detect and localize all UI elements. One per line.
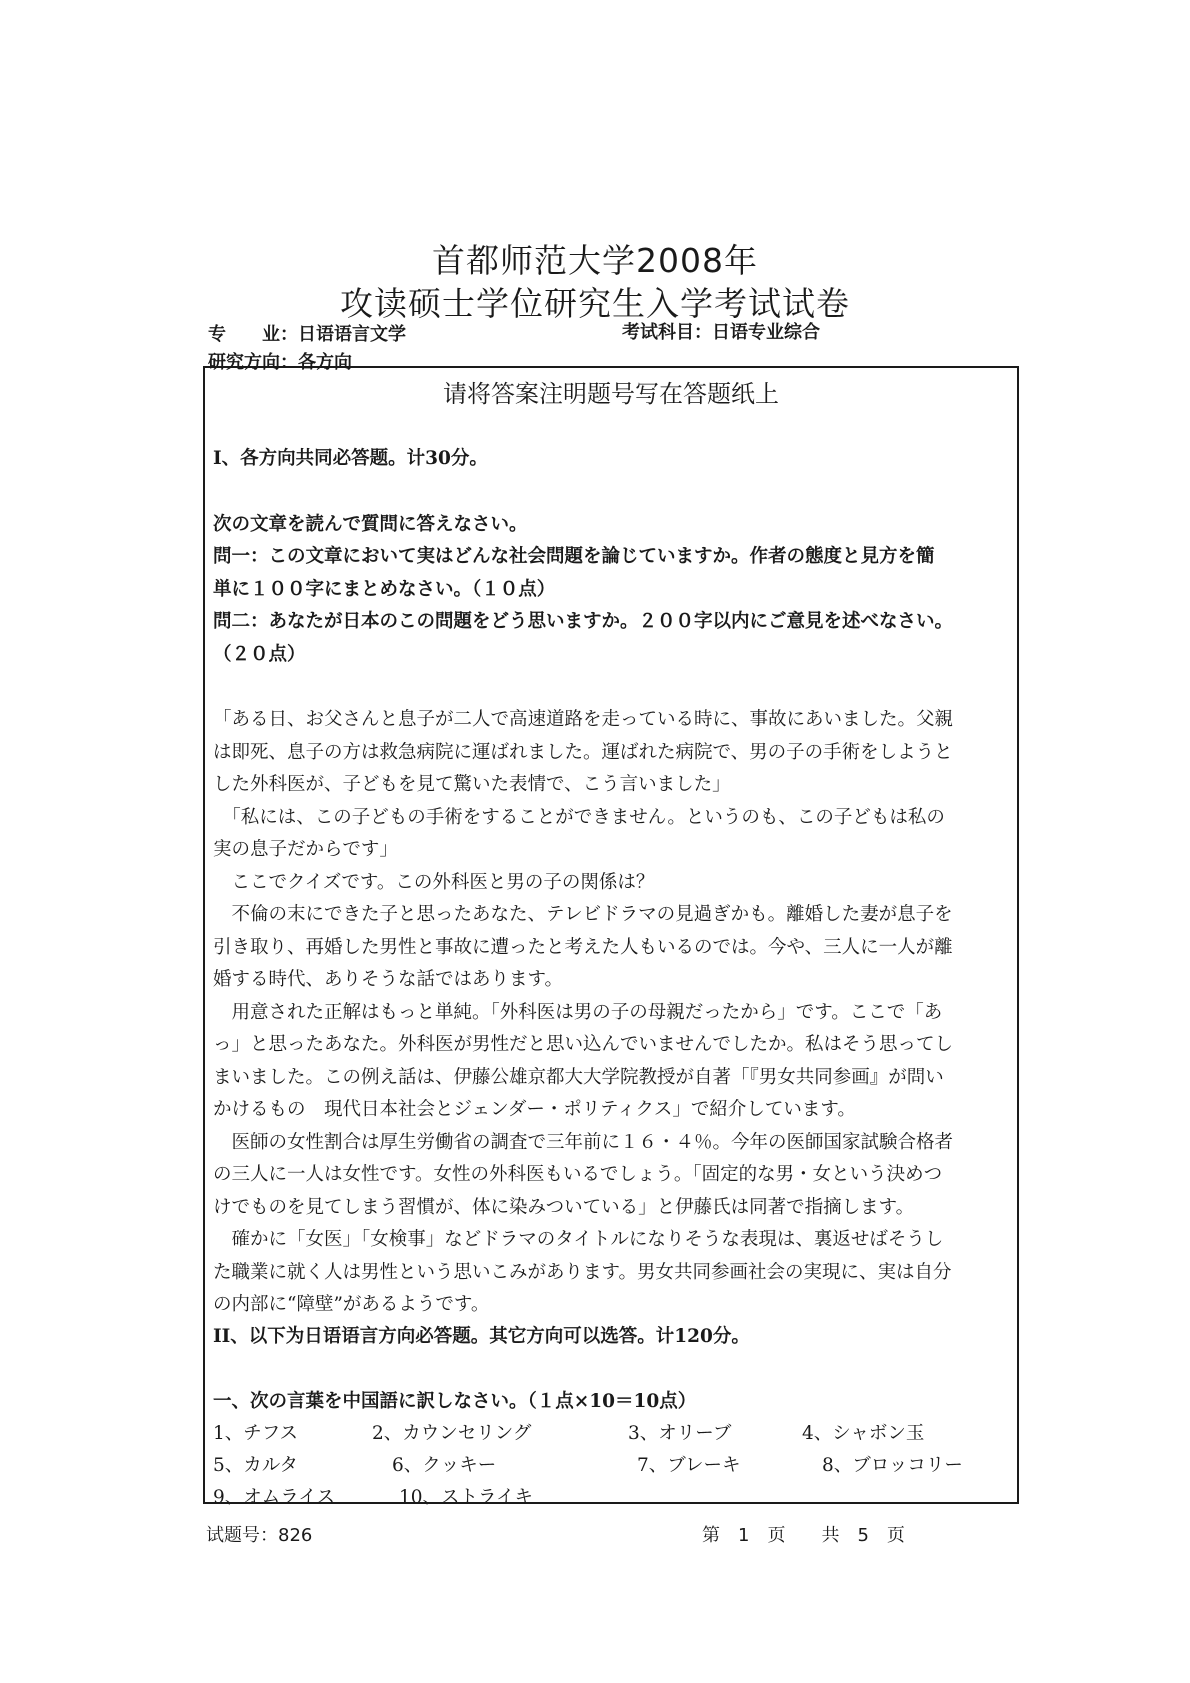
direction-label: 研究方向：各方向: [208, 352, 352, 373]
major-label: 专 业：日语语言文学: [208, 324, 406, 345]
subject-label: 考试科目：日语专业综合: [622, 322, 820, 343]
exam-title-university: 首都师范大学2008年: [432, 241, 758, 280]
vocab-task-heading: 一、次の言葉を中国語に訳しなさい。（１点×10＝10点）: [213, 1391, 697, 1412]
vocab-item: 2、カウンセリング: [372, 1423, 532, 1444]
section2-heading: II、以下为日语语言方向必答题。其它方向可以选答。计120分。: [213, 1326, 750, 1347]
passage-line: 婚する時代、ありそうな話ではあります。: [213, 969, 564, 990]
passage-line: た職業に就く人は男性という思いこみがあります。男女共同参画社会の実現に、実は自分: [213, 1262, 952, 1283]
passage-line: けでものを見てしまう習慣が、体に染みついている」と伊藤氏は同著で指摘します。: [213, 1197, 915, 1218]
vocab-item: 1、チフス: [213, 1423, 299, 1444]
passage-line: 「私には、この子どもの手術をすることができません。というのも、この子どもは私の: [213, 807, 945, 828]
vocab-item: 7、ブレーキ: [637, 1455, 741, 1476]
passage-line: は即死、息子の方は救急病院に運ばれました。運ばれた病院で、男の子の手術をしようと: [213, 742, 953, 763]
exam-code: 试题号：826: [206, 1525, 313, 1546]
passage-line: 引き取り、再婚した男性と事故に遭ったと考えた人もいるのでは。今や、三人に一人が離: [213, 937, 953, 958]
question2-line2: （２０点）: [213, 644, 306, 665]
passage-line: まいました。この例え話は、伊藤公雄京都大大学院教授が自著「『男女共同参画』が問い: [213, 1067, 944, 1088]
vocab-item: 8、ブロッコリー: [822, 1455, 963, 1476]
question1-line1: 問一：この文章において実はどんな社会問題を論じていますか。作者の態度と見方を簡: [213, 546, 935, 567]
vocab-item: 5、カルタ: [213, 1455, 299, 1476]
exam-title-paper: 攻读硕士学位研究生入学考试试卷: [340, 284, 850, 323]
answer-instruction: 请将答案注明题号写在答题纸上: [443, 380, 779, 408]
section1-heading: I、各方向共同必答题。计30分。: [213, 448, 488, 469]
vocab-item: 9、オムライス: [213, 1487, 336, 1508]
passage-line: 確かに「女医」「女検事」などドラマのタイトルになりそうな表現は、裏返せばそうし: [213, 1229, 944, 1250]
passage-line: かけるもの 現代日本社会とジェンダー・ポリティクス」で紹介しています。: [213, 1099, 856, 1120]
passage-line: 「ある日、お父さんと息子が二人で高速道路を走っている時に、事故にあいました。父親: [213, 709, 954, 730]
passage-line: 不倫の末にできた子と思ったあなた、テレビドラマの見過ぎかも。離婚した妻が息子を: [213, 904, 953, 925]
passage-line: 医師の女性割合は厚生労働省の調査で三年前に１６・４％。今年の医師国家試験合格者: [213, 1132, 954, 1153]
passage-line: ここでクイズです。この外科医と男の子の関係は？: [213, 872, 655, 893]
page-number: 第 1 页 共 5 页: [702, 1525, 905, 1546]
vocab-item: 6、クッキー: [392, 1455, 497, 1476]
vocab-item: 3、オリーブ: [628, 1423, 732, 1444]
question2-line1: 問二：あなたが日本のこの問題をどう思いますか。２００字以内にご意見を述べなさい。: [213, 611, 954, 632]
passage-line: の三人に一人は女性です。女性の外科医もいるでしょう。「固定的な男・女という決めつ: [213, 1164, 943, 1185]
vocab-item: 10、ストライキ: [399, 1487, 533, 1508]
passage-line: 実の息子だからです」: [213, 839, 398, 860]
passage-line: 用意された正解はもっと単純。「外科医は男の子の母親だったから」です。ここで「あ: [213, 1002, 943, 1023]
reading-prompt: 次の文章を読んで質問に答えなさい。: [213, 514, 528, 535]
passage-line: の内部に“障壁”があるようです。: [213, 1294, 490, 1315]
vocab-item: 4、シャボン玉: [802, 1423, 925, 1444]
passage-line: っ」と思ったあなた。外科医が男性だと思い込んでいませんでしたか。私はそう思ってし: [213, 1034, 954, 1055]
question1-line2: 単に１００字にまとめなさい。（１０点）: [213, 579, 556, 600]
passage-line: した外科医が、子どもを見て驚いた表情で、こう言いました」: [213, 774, 731, 795]
